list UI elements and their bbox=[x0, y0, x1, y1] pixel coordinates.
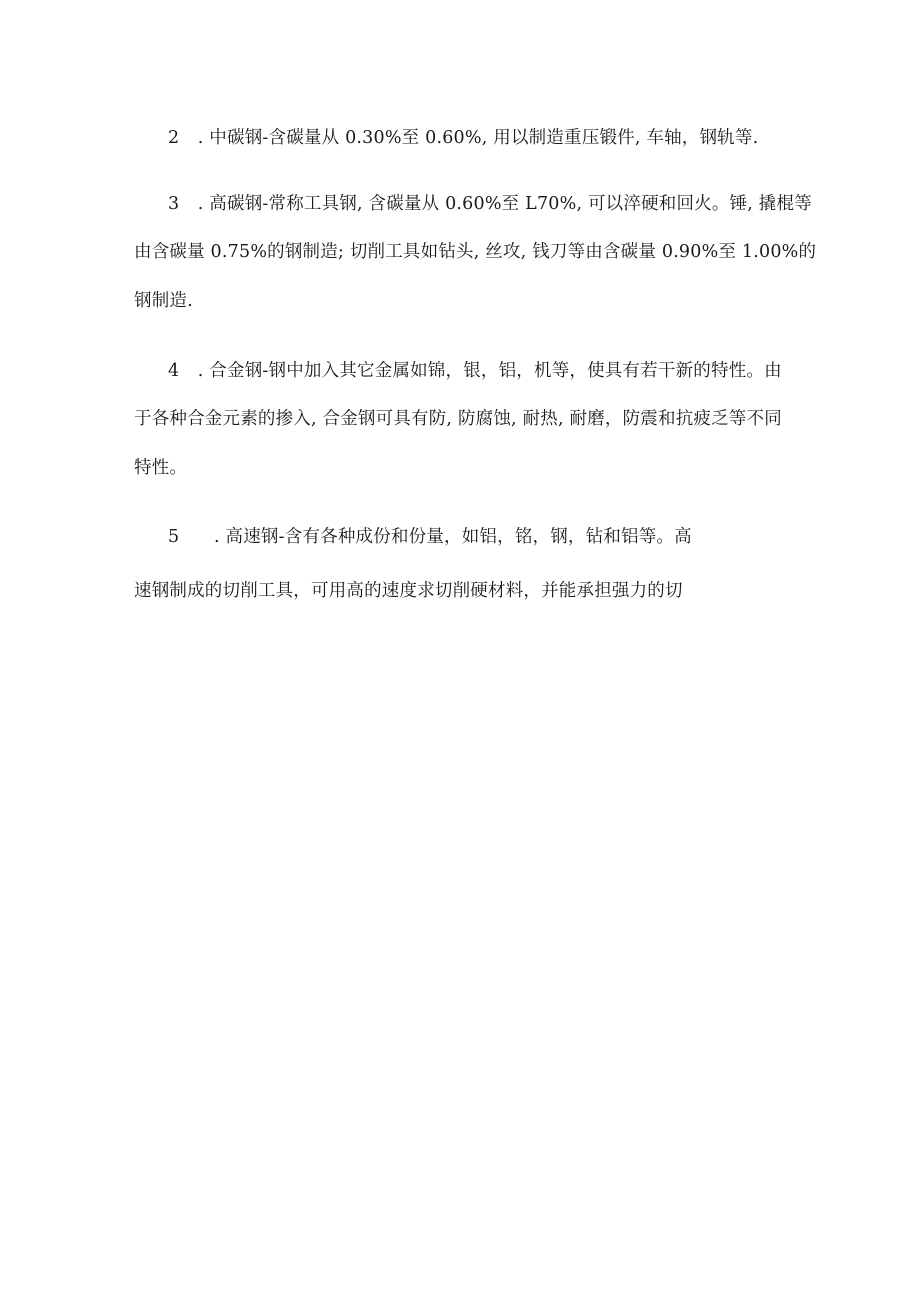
item-4-number: 4 bbox=[168, 361, 180, 381]
item-3-line-3: 钢制造. bbox=[134, 291, 193, 311]
item-2-line-1 bbox=[168, 126, 758, 150]
item-4-line-2: 于各种合金元素的掺入, 合金钢可具有防, 防腐蚀, 耐热, 耐磨，防震和抗疲乏等不同 bbox=[134, 409, 782, 429]
item-3-line-1 bbox=[168, 192, 812, 216]
item-2-number: 2 bbox=[168, 128, 180, 148]
item-5-text-1: . 高速钢-含有各种成份和份量，如铝，铭，钢，钻和铝等。高 bbox=[214, 527, 692, 547]
item-2-text: . 中碳钢-含碳量从 0.30%至 0.60%, 用以制造重压锻件, 车轴，钢轨等. bbox=[192, 128, 759, 148]
item-5-number: 5 bbox=[168, 527, 180, 547]
item-4-line-3: 特性。 bbox=[134, 458, 188, 478]
item-5-line-1 bbox=[168, 525, 692, 549]
item-3-line-2: 由含碳量 0.75%的钢制造; 切削工具如钻头, 丝攻, 钱刀等由含碳量 0.90%至 1.00%的 bbox=[134, 242, 817, 262]
item-5-line-2: 速钢制成的切削工具，可用高的速度求切削硬材料，并能承担强力的切 bbox=[134, 581, 683, 601]
item-3-text-1: . 高碳钢-常称工具钢, 含碳量从 0.60%至 L70%, 可以淬硬和回火。锤, 撬棍等 bbox=[192, 194, 812, 214]
item-3-number: 3 bbox=[168, 194, 180, 214]
item-4-text-1: . 合金钢-钢中加入其它金属如锦，银，铝，机等，使具有若干新的特性。由 bbox=[192, 361, 782, 381]
item-4-line-1 bbox=[168, 359, 782, 383]
